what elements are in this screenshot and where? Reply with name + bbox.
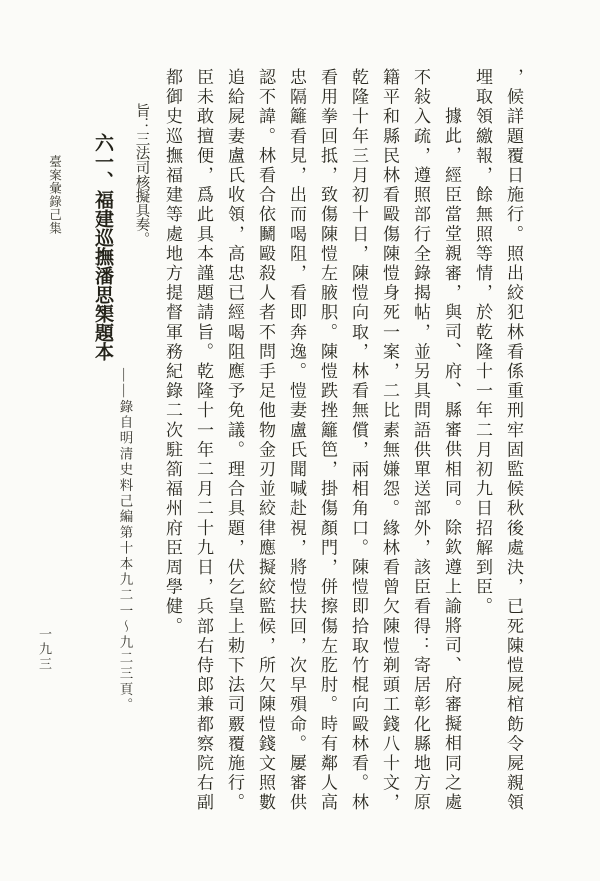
imperial-rescript-line: 旨：三法司核擬具奏。 bbox=[133, 103, 150, 247]
text-column: 忠隔籬看見，出而喝阻，看即奔逸。愷妻盧氏聞喊赴視，將愷扶回，次早殞命。屢審供 bbox=[287, 68, 306, 813]
text-column: 據此，經臣當堂親審，與司、府、縣審供相同。除欽遵上諭將司、府審擬相同之處 bbox=[442, 107, 461, 813]
next-section-title: 六一、福建巡撫潘思榘題本 bbox=[92, 133, 113, 361]
text-column: 籍平和縣民林看毆傷陳愷身死一案，二比素無嫌怨。緣林看曾欠陳愷剃頭工錢八十文， bbox=[380, 68, 399, 813]
text-column: 臣未敢擅便，爲此具本謹題請旨。乾隆十一年二月二十九日，兵部右侍郎兼都察院右副 bbox=[194, 68, 213, 813]
text-column: 埋取領繳報，餘無照等情，於乾隆十一年二月初九日招解到臣。 bbox=[473, 68, 492, 617]
text-column: 認不諱。林看合依鬭毆殺人者不問手足他物金刃並絞律應擬絞監候，所欠陳愷錢文照數 bbox=[256, 68, 275, 813]
text-column: 都御史巡撫福建等處地方提督軍務紀錄二次駐箚福州府臣周學健。 bbox=[163, 68, 182, 637]
text-column: ，候詳題覆日施行。照出絞犯林看係重刑牢固監候秋後處決，已死陳愷屍棺飭令屍親領 bbox=[504, 68, 523, 813]
text-column: 乾隆十年三月初十日，陳愷向取，林看無償，兩相角口。陳愷即拾取竹棍向毆林看。林 bbox=[349, 68, 368, 813]
source-citation-line: ——錄自明清史料己編第十本九二一～九二三頁。 bbox=[117, 368, 133, 714]
running-head: 臺案彙錄己集 bbox=[47, 155, 62, 235]
text-column: 不敍入疏，遵照部行全錄揭帖，並另具問語供單送部外，該臣看得：寄居彰化縣地方原 bbox=[411, 68, 430, 813]
text-column: 看用拳回抵，致傷陳愷左腋胑。陳愷跌挫籬笆，掛傷顏門，併擦傷左肐肘。時有鄰人高 bbox=[318, 68, 337, 813]
page-number: 一九三 bbox=[37, 627, 52, 672]
text-column: 追給屍妻盧氏收領，高忠已經喝阻應予免議。理合具題，伏乞皇上勅下法司覈覆施行。 bbox=[225, 68, 244, 813]
